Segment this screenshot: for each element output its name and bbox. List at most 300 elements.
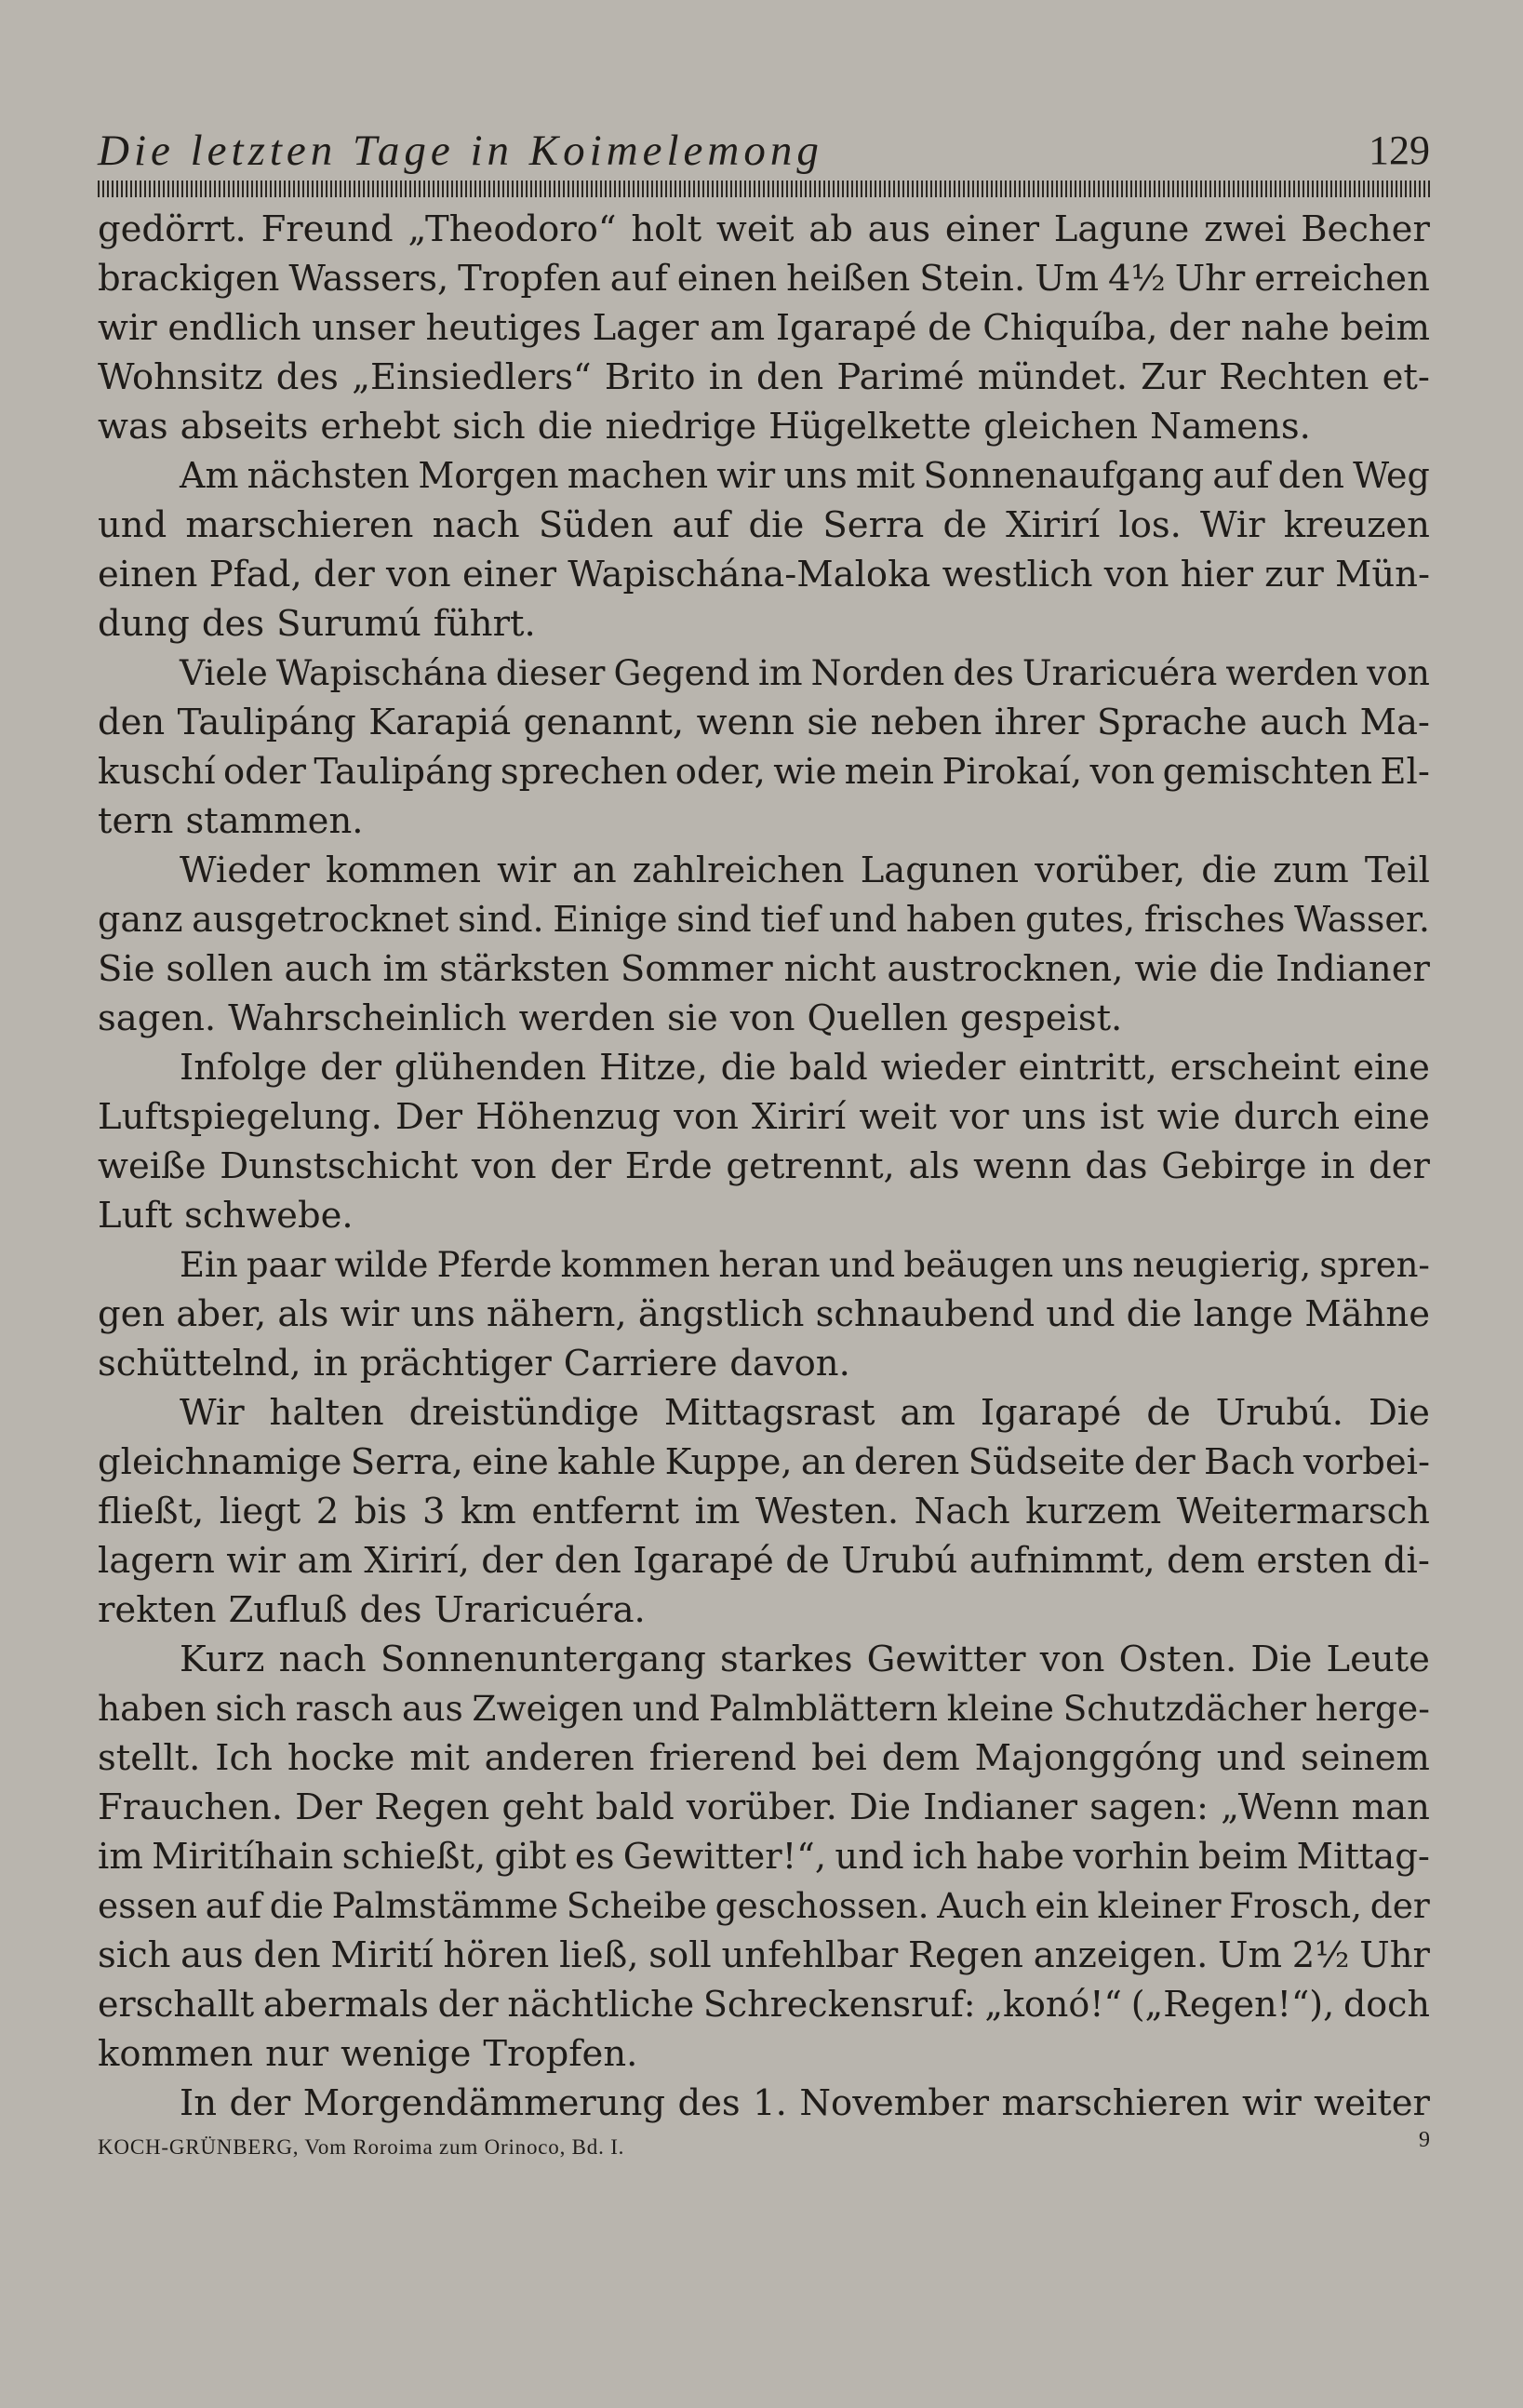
word: Schutzdächer (1062, 1688, 1307, 1729)
word: Uhr (1359, 1934, 1430, 1976)
text-line (98, 501, 1430, 550)
word: anderen (484, 1737, 635, 1779)
word: haben (905, 899, 1017, 940)
word: des (275, 356, 339, 398)
word: ist (1100, 1096, 1144, 1138)
word: Nach (914, 1491, 1010, 1532)
word: Carriere (563, 1343, 718, 1385)
word: Kuppe, (664, 1441, 793, 1483)
text-line (98, 550, 1430, 599)
text-line (98, 1832, 1430, 1881)
running-head (98, 123, 1430, 179)
word: Wir (180, 1392, 245, 1434)
word: Karapiá (368, 702, 512, 743)
word: im (382, 948, 429, 990)
word: was (98, 406, 168, 448)
word: einer (944, 208, 1040, 250)
word: sprechen (500, 751, 668, 793)
word: Stein. (919, 258, 1026, 300)
word: liegt (219, 1491, 301, 1532)
text-line (98, 353, 1430, 402)
word: bis (354, 1491, 407, 1532)
word: anzeigen. (1033, 1934, 1209, 1976)
word: Süden (538, 504, 654, 546)
word: aus (180, 1934, 244, 1976)
word: kleiner (1097, 1885, 1222, 1926)
word: Kurz (180, 1639, 265, 1680)
word: in (708, 356, 743, 398)
word: zur (1264, 554, 1324, 595)
word: Namens. (1150, 406, 1311, 448)
word: und (828, 899, 898, 940)
word: Einige (553, 899, 668, 940)
word: Am (180, 455, 239, 496)
word: Südseite (968, 1441, 1126, 1483)
word: einer (461, 554, 557, 595)
word: man (1351, 1786, 1430, 1828)
text-line (98, 1684, 1430, 1733)
footer-source: KOCH-GRÜNBERG, Vom Roroima zum Orinoco, Bd. I. (98, 2135, 625, 2159)
word: sagen: (1089, 1786, 1209, 1828)
word: Uhr (1174, 258, 1246, 300)
word: Palmstämme (331, 1885, 559, 1926)
word: mein (844, 751, 935, 793)
word: lange (1193, 1293, 1294, 1335)
word: des (201, 603, 265, 645)
word: wie (773, 751, 837, 793)
word: Wapischána (275, 652, 488, 693)
word: wir (340, 1293, 400, 1335)
word: glühenden (394, 1047, 587, 1089)
word: beäugen (903, 1245, 1054, 1285)
word: lagern (98, 1540, 215, 1582)
word: Sprache (1097, 702, 1248, 743)
text-line (98, 451, 1430, 501)
word: die (269, 1885, 324, 1926)
word: Surumú (276, 603, 421, 645)
word: am (709, 307, 766, 349)
word: nach (432, 504, 520, 546)
word: ausgetrocknet (192, 899, 449, 940)
word: ängstlich (637, 1293, 805, 1335)
text-line (98, 698, 1430, 747)
word: Um (1218, 1934, 1283, 1976)
text-line (98, 1438, 1430, 1487)
word: oder (222, 751, 306, 793)
word: Schreckensruf: (702, 1984, 976, 2025)
word: Igarapé (980, 1392, 1122, 1434)
word: Wohnsitz (98, 356, 263, 398)
text-line (98, 747, 1430, 796)
word: bald (789, 1047, 868, 1089)
word: aus (867, 208, 931, 250)
word: davon. (729, 1343, 850, 1385)
word: Wapischána-Maloka (568, 554, 931, 595)
text-line (98, 1783, 1430, 1832)
word: eine (1353, 1047, 1430, 1089)
word: kommen (325, 849, 482, 891)
word: wenn (973, 1145, 1072, 1187)
word: Der (295, 1786, 363, 1828)
word: abseits (180, 406, 309, 448)
text-line (98, 254, 1430, 303)
word: zum (1273, 849, 1349, 891)
word: erhebt (320, 406, 441, 448)
word: von (1103, 554, 1169, 595)
word: Uraricuéra (1022, 652, 1218, 693)
word: wir (716, 455, 776, 496)
word: Regen (907, 1934, 1023, 1976)
word: Mün- (1334, 554, 1430, 595)
word: der (481, 1540, 543, 1582)
word: de (928, 307, 972, 349)
word: vorüber. (686, 1786, 837, 1828)
word: wir (226, 1540, 287, 1582)
word: der (1169, 307, 1230, 349)
word: hören (443, 1934, 550, 1976)
word: der (1133, 1441, 1196, 1483)
word: von (1039, 1639, 1105, 1680)
word: beim (1198, 1836, 1289, 1878)
word: nächtliche (507, 1984, 695, 2025)
word: gespeist. (959, 997, 1123, 1039)
word: im (694, 1491, 741, 1532)
text-line (98, 1092, 1430, 1142)
word: ließ, (559, 1934, 639, 1976)
word: Morgen (418, 455, 559, 496)
word: Gebirge (1161, 1145, 1307, 1187)
word: stammen. (185, 800, 364, 842)
word: geht (501, 1786, 584, 1828)
word: bei (811, 1737, 867, 1779)
word: im (758, 652, 803, 693)
word: wie (1134, 948, 1198, 990)
word: Xirirí, (364, 1540, 470, 1582)
word: und (835, 1836, 904, 1878)
word: Luft (98, 1195, 173, 1237)
word: ab (808, 208, 853, 250)
text-line (98, 1240, 1430, 1290)
text-line (98, 649, 1430, 698)
word: Quellen (807, 997, 948, 1039)
word: prächtiger (359, 1343, 552, 1385)
page-footer (98, 2128, 1430, 2165)
word: eine (1353, 1096, 1430, 1138)
word: weiter (1314, 2082, 1430, 2124)
word: Indianer (923, 1786, 1077, 1828)
word: der (229, 2082, 291, 2124)
word: die (1201, 849, 1257, 891)
word: Serra, (350, 1441, 463, 1483)
word: Taulipáng (314, 751, 493, 793)
running-title: Die letzten Tage in Koimelemong (98, 127, 823, 175)
word: uns (1062, 1245, 1125, 1285)
word: heißen (786, 258, 911, 300)
word: mit (855, 455, 915, 496)
word: Gewitter!“, (622, 1836, 827, 1878)
word: deren (853, 1441, 960, 1483)
word: gemischten (1162, 751, 1373, 793)
word: Die (849, 1786, 911, 1828)
word: Sommer (620, 948, 773, 990)
word: kleine (946, 1688, 1054, 1729)
word: essen (98, 1885, 198, 1926)
word: die (748, 504, 805, 546)
word: sie (666, 997, 718, 1039)
word: nähern, (486, 1293, 627, 1335)
word: Serra (822, 504, 925, 546)
word: gutes, (1024, 899, 1136, 940)
word: machen (567, 455, 709, 496)
word: Gewitter (866, 1639, 1026, 1680)
word: vorhin (1073, 1836, 1190, 1878)
word: Zweigen (472, 1688, 624, 1729)
word: austrocknen, (887, 948, 1124, 990)
word: Hügelkette (768, 406, 972, 448)
word: die (1209, 948, 1265, 990)
word: km (460, 1491, 516, 1532)
word: Pfad, (208, 554, 302, 595)
word: von (1367, 652, 1430, 693)
word: seinem (1300, 1737, 1430, 1779)
word: den (756, 356, 824, 398)
text-line (98, 846, 1430, 895)
word: nach (278, 1639, 367, 1680)
word: oder, (675, 751, 766, 793)
text-line (98, 994, 1430, 1043)
word: auch (1260, 702, 1348, 743)
word: an (571, 849, 617, 891)
word: Ich (215, 1737, 273, 1779)
word: von (674, 1096, 739, 1138)
word: eine (472, 1441, 549, 1483)
word: hocke (287, 1737, 395, 1779)
text-line (98, 1931, 1430, 1980)
word: Uraricuéra. (434, 1589, 646, 1631)
word: de (942, 504, 987, 546)
word: und (632, 1688, 701, 1729)
word: spren- (1319, 1245, 1430, 1285)
word: Gegend (613, 652, 750, 693)
word: Luftspiegelung. (98, 1096, 382, 1138)
text-line (98, 1881, 1430, 1931)
word: ihrer (994, 702, 1085, 743)
word: Die (1250, 1639, 1313, 1680)
word: schwebe. (184, 1195, 354, 1237)
word: gedörrt. (98, 208, 247, 250)
word: uns (410, 1293, 475, 1335)
word: soll (648, 1934, 712, 1976)
word: El- (1380, 751, 1430, 793)
word: marschieren (185, 504, 414, 546)
text-line (98, 1980, 1430, 2029)
word: Taulipáng (177, 702, 356, 743)
word: Lagunen (860, 849, 1020, 891)
word: frierend (648, 1737, 797, 1779)
word: Teil (1364, 849, 1430, 891)
word: der (1369, 1885, 1430, 1926)
word: Xirirí (752, 1096, 847, 1138)
word: in (313, 1343, 348, 1385)
word: Infolge (180, 1047, 308, 1089)
word: uns (783, 455, 848, 496)
word: gleichnamige (98, 1441, 342, 1483)
word: von (385, 554, 451, 595)
word: die (720, 1047, 777, 1089)
word: sich (452, 406, 526, 448)
word: der (320, 1047, 381, 1089)
text-line (98, 1043, 1430, 1092)
ornament-rule (98, 181, 1430, 197)
word: von (729, 997, 795, 1039)
word: kurzem (1025, 1491, 1162, 1532)
word: getrennt, (726, 1145, 895, 1187)
word: Xirirí (1006, 504, 1101, 546)
text-line (98, 1585, 1430, 1635)
word: auf (672, 504, 730, 546)
word: sollen (166, 948, 274, 990)
word: Wir (1200, 504, 1265, 546)
word: wieder (880, 1047, 1006, 1089)
word: das (1085, 1145, 1148, 1187)
word: bald (595, 1786, 675, 1828)
word: Majonggóng (974, 1737, 1202, 1779)
word: den (554, 1540, 621, 1582)
word: wie (1156, 1096, 1221, 1138)
word: Tropfen. (483, 2033, 638, 2075)
word: Mittag- (1296, 1836, 1430, 1878)
word: Indianer (1275, 948, 1430, 990)
word: den (98, 702, 166, 743)
word: dem (881, 1737, 960, 1779)
word: Mittagsrast (663, 1392, 875, 1434)
word: Mähne (1304, 1293, 1430, 1335)
text-line (98, 1142, 1430, 1191)
word: nur (265, 2033, 329, 2075)
word: als (908, 1145, 960, 1187)
word: abermals (262, 1984, 429, 2025)
word: Höhenzug (475, 1096, 661, 1138)
text-line (98, 303, 1430, 353)
word: doch (1343, 1984, 1430, 2025)
word: hier (1180, 554, 1254, 595)
word: wilde (334, 1245, 429, 1285)
word: nicht (783, 948, 876, 990)
word: sie (807, 702, 859, 743)
word: Sonnenaufgang (923, 455, 1205, 496)
text-line (98, 1339, 1430, 1388)
word: werden (518, 997, 655, 1039)
word: Wieder (180, 849, 310, 891)
word: Auch (937, 1885, 1027, 1926)
word: mündet. (977, 356, 1128, 398)
word: Regen (374, 1786, 490, 1828)
word: Pirokaí, (942, 751, 1083, 793)
word: Miritíhain (152, 1836, 334, 1878)
word: stärksten (439, 948, 609, 990)
word: Frauchen. (98, 1786, 284, 1828)
word: von (1089, 751, 1156, 793)
word: wenige (341, 2033, 472, 2075)
word: 2½ (1291, 1934, 1350, 1976)
signature-mark: 9 (1419, 2128, 1430, 2152)
word: den (253, 1934, 321, 1976)
word: de (1146, 1392, 1191, 1434)
text-line (98, 205, 1430, 254)
text-line (98, 944, 1430, 994)
word: aber, (176, 1293, 267, 1335)
word: niedrige (605, 406, 757, 448)
word: los. (1118, 504, 1182, 546)
text-line (98, 1191, 1430, 1240)
word: des (953, 652, 1014, 693)
word: ein (1035, 1885, 1089, 1926)
text-line (98, 796, 1430, 846)
word: aus (401, 1688, 463, 1729)
word: rekten (98, 1589, 217, 1631)
word: stellt. (98, 1737, 201, 1779)
word: Hitze, (599, 1047, 708, 1089)
word: beim (1340, 307, 1430, 349)
word: Um (1035, 258, 1100, 300)
word: neben (870, 702, 982, 743)
word: am (900, 1392, 955, 1434)
word: Zur (1141, 356, 1207, 398)
word: Pferde (436, 1245, 553, 1285)
word: Ein (180, 1245, 238, 1285)
word: sind. (458, 899, 544, 940)
word: 2 (315, 1491, 340, 1532)
word: 4½ (1107, 258, 1166, 300)
body-text (98, 205, 1430, 2128)
word: Osten. (1118, 1639, 1237, 1680)
word: werden (1225, 652, 1358, 693)
word: und (1216, 1737, 1287, 1779)
word: weit (715, 208, 795, 250)
word: der (1369, 1145, 1430, 1187)
word: halten (269, 1392, 384, 1434)
word: neugierig, (1132, 1245, 1312, 1285)
word: starkes (720, 1639, 853, 1680)
word: den (1277, 455, 1344, 496)
word: Wassers, (288, 258, 449, 300)
word: Westen. (755, 1491, 900, 1532)
word: eintritt, (1018, 1047, 1157, 1089)
text-line (98, 402, 1430, 451)
word: habe (975, 1836, 1065, 1878)
word: 1. (753, 2082, 787, 2124)
word: 3 (421, 1491, 446, 1532)
word: vorüber, (1035, 849, 1186, 891)
word: kommen (98, 2033, 254, 2075)
word: auch (284, 948, 372, 990)
text-line (98, 1635, 1430, 1684)
word: in (1320, 1145, 1356, 1187)
word: auf (1212, 455, 1270, 496)
word: und (98, 504, 167, 546)
word: tief (760, 899, 821, 940)
word: di- (1383, 1540, 1430, 1582)
word: führt. (433, 603, 536, 645)
word: Sie (98, 948, 155, 990)
word: als (277, 1293, 329, 1335)
word: unfehlbar (721, 1934, 899, 1976)
word: Urubú. (1215, 1392, 1344, 1434)
word: herge- (1315, 1688, 1430, 1729)
text-line (98, 895, 1430, 944)
word: Wahrscheinlich (228, 997, 507, 1039)
word: dieser (495, 652, 606, 693)
